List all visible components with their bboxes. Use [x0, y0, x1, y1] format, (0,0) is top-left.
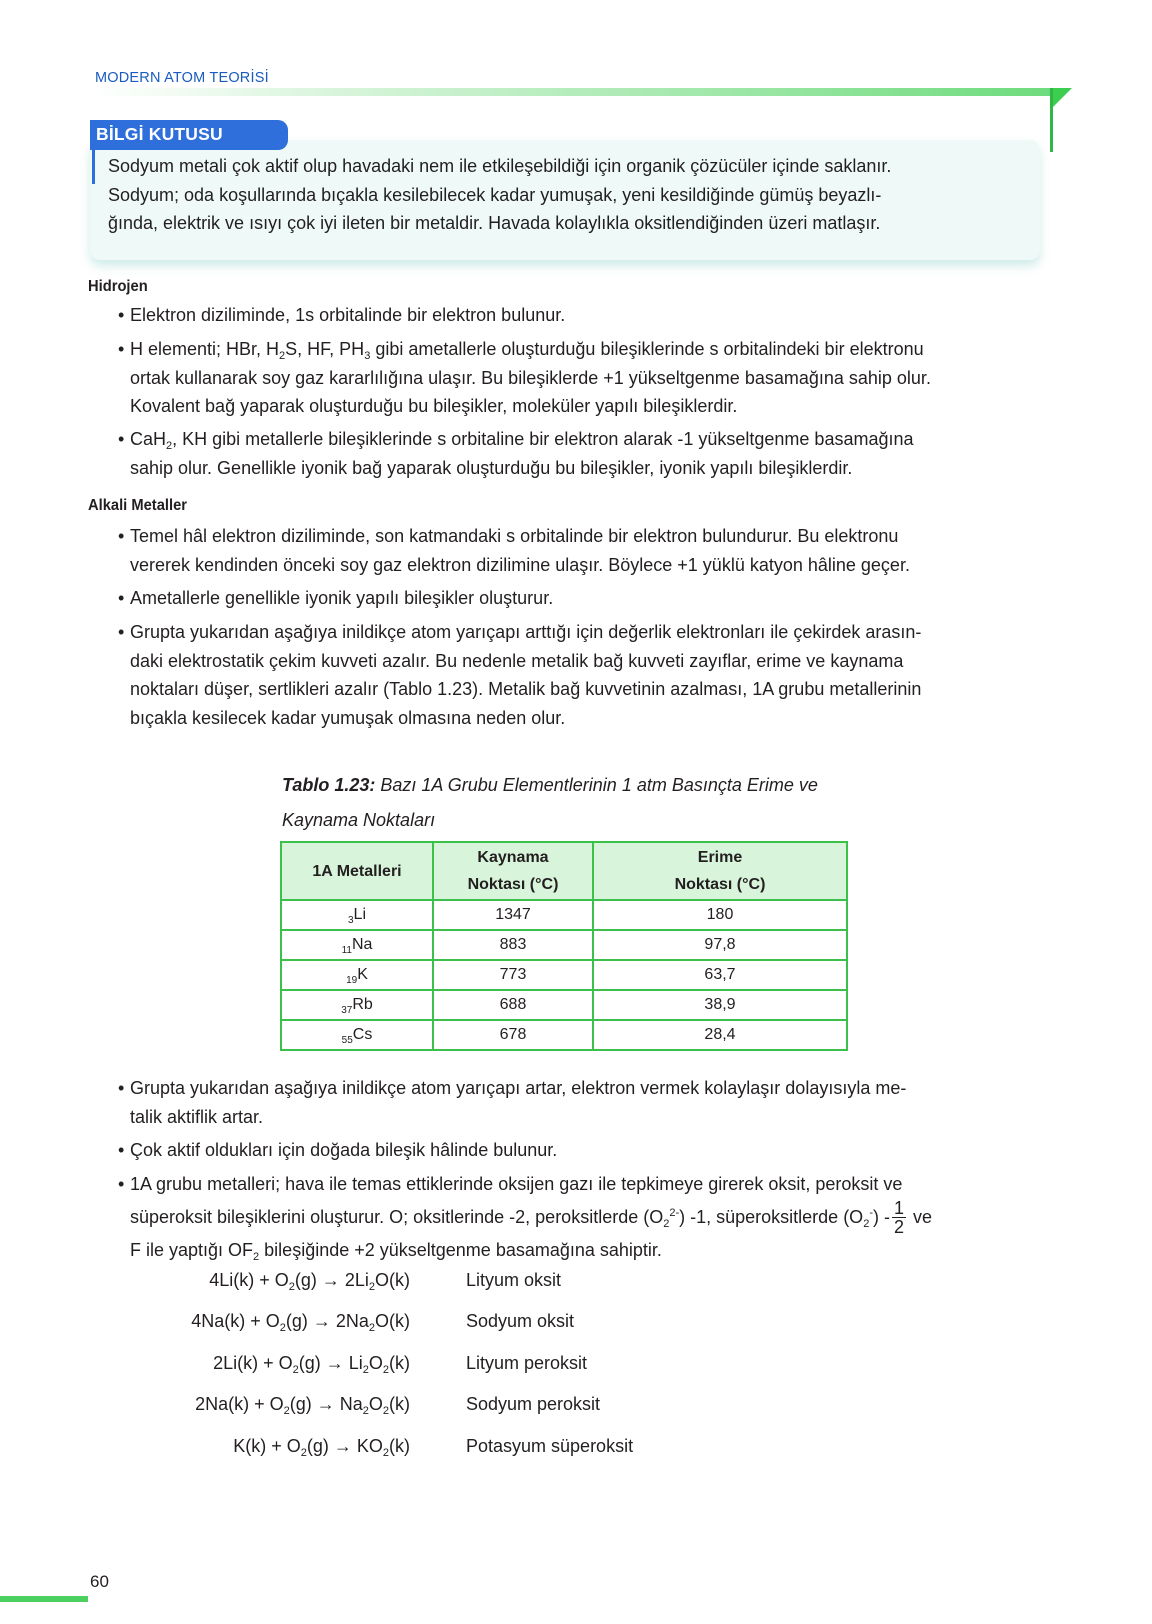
reaction-equation: $4Na(k) + O_2(g) \to 2Na_2O(k)$	[191, 1311, 410, 1334]
bullet-item: • Temel hâl elektron diziliminde, son katmandaki s orbitalinde bir elektron bulundurur. Bu elektronu vererek kendinden önceki soy gaz elektron dizilimine ulaşır. Böylece +1 yüklü katyon hâline geçer.	[118, 526, 910, 575]
table-row: $_3$Li 1347 180	[281, 900, 847, 930]
header-corner-tab	[1050, 88, 1072, 110]
section-heading-hidrojen: Hidrojen	[88, 278, 148, 295]
reaction-equation: $2Li(k) + O_2(g) \to Li_2O_2(k)$	[213, 1353, 410, 1376]
reaction-equation: $4Li(k) + O_2(g) \to 2Li_2O(k)$	[209, 1270, 410, 1293]
table-row: $_{55}$Cs 678 28,4	[281, 1020, 847, 1050]
bullet-item: • CaH$_2$, KH gibi metallerle bileşiklerinde s orbitaline bir elektron alarak -1 yükseltgenme basamağına sahip olur. Genellikle iyonik bağ yaparak oluşturduğu bu bileşikler, iyonik yapılı bileşiklerdir.	[118, 429, 914, 478]
section-heading-alkali: Alkali Metaller	[88, 497, 188, 514]
bullet-item: • Ametallerle genellikle iyonik yapılı bileşikler oluşturur.	[118, 588, 554, 608]
page-number-rule	[0, 1596, 88, 1602]
bullet-item: • Çok aktif oldukları için doğada bileşik hâlinde bulunur.	[118, 1140, 558, 1160]
info-line: ğında, elektrik ve ısıyı çok iyi ileten bir metaldir. Havada kolaylıkla oksitlendiğinden üzeri matlaşır.	[108, 213, 881, 233]
info-line: Sodyum; oda koşullarında bıçakla kesilebilecek kadar yumuşak, yeni kesildiğinde gümüş beyazlı-	[108, 184, 882, 205]
bullet-item: • Grupta yukarıdan aşağıya inildikçe atom yarıçapı arttığı için değerlik elektronları ile çekirdek arasın- daki elektrostatik çekim kuvveti azalır. Bu nedenle metalik bağ kuvveti zayıflar, erime ve kaynama noktaları düşer, sertlikleri azalır (Tablo 1.23). Metalik bağ kuvvetinin azalması, 1A grubu metallerinin bıçakla kesilecek kadar yumuşak olmasına neden olur.	[118, 622, 922, 728]
info-line: Sodyum metali çok aktif olup havadaki nem ile etkileşebildiği için organik çözücüler içinde saklanır.	[108, 156, 892, 176]
table-header-row	[281, 842, 847, 900]
header-boiling: Kaynama Noktası (°C)	[433, 842, 593, 900]
table-row: $_{19}$K 773 63,7	[281, 960, 847, 990]
reaction-name: Sodyum peroksit	[466, 1394, 601, 1414]
table-caption: Tablo 1.23: Bazı 1A Grubu Elementlerinin 1 atm Basınçta Erime ve Kaynama Noktaları	[282, 775, 818, 830]
reaction-name: Sodyum oksit	[466, 1311, 575, 1331]
chapter-title: MODERN ATOM TEORİSİ	[95, 70, 269, 86]
header-corner-line	[1050, 88, 1053, 152]
table-row: $_{11}$Na 883 97,8	[281, 930, 847, 960]
info-box-label: BİLGİ KUTUSU	[90, 120, 288, 150]
reaction-name: Lityum oksit	[466, 1270, 562, 1290]
bullet-item: • Grupta yukarıdan aşağıya inildikçe atom yarıçapı artar, elektron vermek kolaylaşır dolayısıyla me- talik aktiflik artar.	[118, 1078, 907, 1127]
bullet-item: • 1A grubu metalleri; hava ile temas ettiklerinde oksijen gazı ile tepkimeye girerek oksit, peroksit ve süperoksit bileşiklerini oluşturur. O; oksitlerinde -2, peroksitlerde $(O_2^{2-})$ -1, süperoksitlerde $(O_2^-)$ - $\frac{1}{2}$ ve F ile yaptığı $OF_2$ bileşiğinde +2 yükseltgenme basamağına sahiptir.	[118, 1174, 933, 1264]
reaction-name: Lityum peroksit	[466, 1353, 588, 1373]
table-row: $_{37}$Rb 688 38,9	[281, 990, 847, 1020]
melting-boiling-table	[280, 841, 848, 1051]
header-rule	[90, 88, 1058, 96]
header-melting: Erime Noktası (°C)	[593, 842, 847, 900]
bullet-item: • H elementi; HBr, $H_2S$, HF, $PH_3$ gibi ametallerle oluşturduğu bileşiklerinde s orbitalindeki bir elektronu ortak kullanarak soy gaz kararlılığına ulaşır. Bu bileşiklerde +1 yükseltgenme basamağına sahip olur. Kovalent bağ yaparak oluşturduğu bu bileşikler, moleküler yapılı bileşiklerdir.	[118, 339, 931, 416]
info-box-accent	[92, 150, 95, 184]
fraction-one-half: $\frac{1}{2}$	[893, 1198, 904, 1238]
header-metals: 1A Metalleri	[281, 842, 433, 900]
info-box-text	[108, 152, 1028, 238]
reaction-equation: $K(k) + O_2(g) \to KO_2(k)$	[233, 1436, 410, 1459]
reaction-name: Potasyum süperoksit	[466, 1436, 634, 1456]
page-number: 60	[90, 1572, 109, 1591]
bullet-item: • Elektron diziliminde, 1s orbitalinde bir elektron bulunur.	[118, 305, 566, 325]
reaction-equation: $2Na(k) + O_2(g) \to Na_2O_2(k)$	[195, 1394, 410, 1417]
